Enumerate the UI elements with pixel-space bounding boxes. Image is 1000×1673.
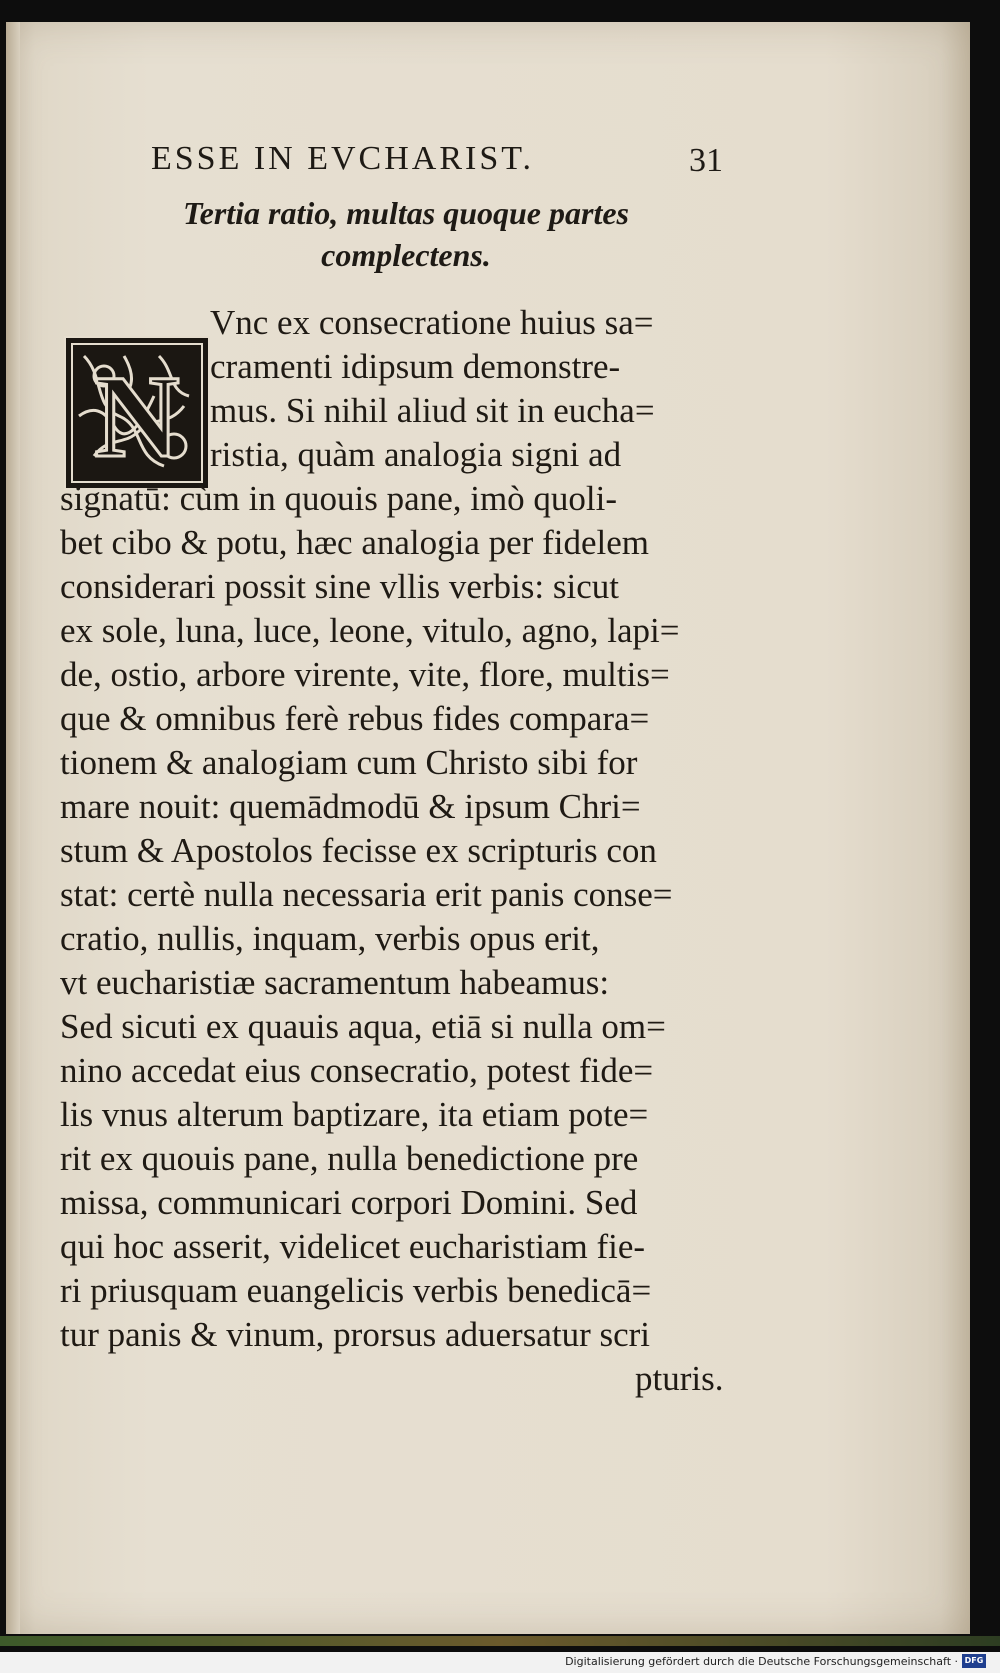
chapter-title <box>126 192 686 276</box>
body-line-2: cramenti idipsum demonstre- <box>210 347 621 386</box>
initial-letter-glyph: N <box>94 351 180 482</box>
body-line-9: de, ostio, arbore virente, vite, flore, multis= <box>60 655 670 694</box>
body-line-10: que & omnibus ferè rebus fides compara= <box>60 699 650 738</box>
body-line-24: tur panis & vinum, prorsus aduersatur scri <box>60 1315 651 1354</box>
body-line-4: ristia, quàm analogia signi ad <box>210 435 622 474</box>
body-line-3: mus. Si nihil aliud sit in eucha= <box>210 391 655 430</box>
chapter-title-line-1: Tertia ratio, multas quoque partes <box>183 195 629 231</box>
footer-credit: Digitalisierung gefördert durch die Deutsche Forschungsgemeinschaft · <box>565 1655 958 1668</box>
body-line-5: signatū: cùm in quouis pane, imò quoli- <box>60 479 618 518</box>
body-line-21: missa, communicari corpori Domini. Sed <box>60 1183 638 1222</box>
body-line-6: bet cibo & potu, hæc analogia per fidelem <box>60 523 649 562</box>
body-line-7: considerari possit sine vllis verbis: sicut <box>60 567 619 606</box>
body-line-13: stum & Apostolos fecisse ex scripturis con <box>60 831 657 870</box>
body-line-25: pturis. <box>635 1359 724 1398</box>
body-line-18: nino accedat eius consecratio, potest fide= <box>60 1051 654 1090</box>
dfg-logo: DFG <box>962 1654 986 1668</box>
body-line-17: Sed sicuti ex quauis aqua, etiā si nulla om= <box>60 1007 666 1046</box>
page-bottom-edge <box>0 1636 1000 1646</box>
body-line-16: vt eucharistiæ sacramentum habeamus: <box>60 963 610 1002</box>
book-page <box>6 22 970 1634</box>
running-head: ESSE IN EVCHARIST. <box>151 140 534 177</box>
page-number: 31 <box>689 142 723 179</box>
body-line-22: qui hoc asserit, videlicet eucharistiam fie- <box>60 1227 646 1266</box>
chapter-title-line-2: complectens. <box>321 237 491 273</box>
body-line-15: cratio, nullis, inquam, verbis opus erit, <box>60 919 600 958</box>
decorated-initial-letter <box>64 336 210 490</box>
body-line-14: stat: certè nulla necessaria erit panis conse= <box>60 875 673 914</box>
body-line-8: ex sole, luna, luce, leone, vitulo, agno, lapi= <box>60 611 680 650</box>
body-line-20: rit ex quouis pane, nulla benedictione pre <box>60 1139 639 1178</box>
body-line-23: ri priusquam euangelicis verbis benedicā= <box>60 1271 652 1310</box>
decorated-initial-icon <box>64 336 210 490</box>
body-line-12: mare nouit: quemādmodū & ipsum Chri= <box>60 787 641 826</box>
body-line-11: tionem & analogiam cum Christo sibi for <box>60 743 638 782</box>
body-line-1: Vnc ex consecratione huius sa= <box>210 303 654 342</box>
body-line-19: lis vnus alterum baptizare, ita etiam pote= <box>60 1095 649 1134</box>
